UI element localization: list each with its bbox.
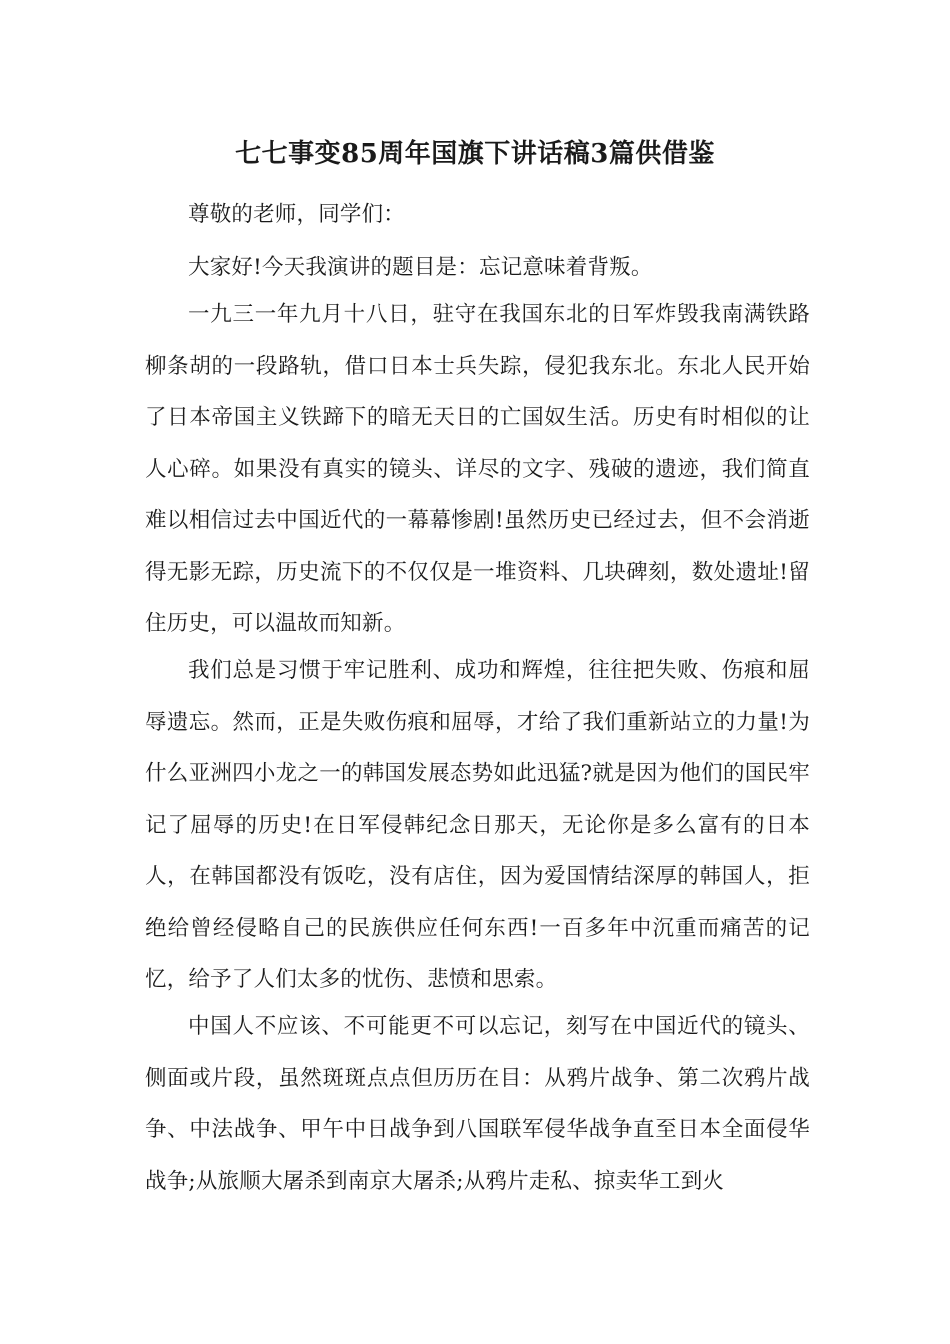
- body-paragraph-2: 我们总是习惯于牢记胜利、成功和辉煌，往往把失败、伤痕和屈辱遗忘。然而，正是失败伤痕和屈辱，才给了我们重新站立的力量!为什么亚洲四小龙之一的韩国发展态势如此迅猛?就是因为他们的国民牢记了屈辱的历史!在日军侵韩纪念日那天，无论你是多么富有的日本人，在韩国都没有饭吃，没有店住，因为爱国情结深厚的韩国人，拒绝给曾经侵略自己的民族供应任何东西!一百多年中沉重而痛苦的记忆，给予了人们太多的忧伤、悲愤和思索。: [145, 658, 810, 992]
- body-paragraph-3: 中国人不应该、不可能更不可以忘记，刻写在中国近代的镜头、侧面或片段，虽然斑斑点点但历历在目：从鸦片战争、第二次鸦片战争、中法战争、甲午中日战争到八国联军侵华战争直至日本全面侵华战争;从旅顺大屠杀到南京大屠杀;从鸦片走私、掠卖华工到火: [145, 1014, 810, 1194]
- body-paragraph-1: 一九三一年九月十八日，驻守在我国东北的日军炸毁我南满铁路柳条胡的一段路轨，借口日本士兵失踪，侵犯我东北。东北人民开始了日本帝国主义铁蹄下的暗无天日的亡国奴生活。历史有时相似的让人心碎。如果没有真实的镜头、详尽的文字、残破的遗迹，我们简直难以相信过去中国近代的一幕幕惨剧!虽然历史已经过去，但不会消逝得无影无踪，历史流下的不仅仅是一堆资料、几块碑刻，数处遗址!留住历史，可以温故而知新。: [145, 302, 810, 636]
- intro-paragraph: 大家好!今天我演讲的题目是：忘记意味着背叛。: [188, 255, 653, 280]
- document-title: 七七事变85周年国旗下讲话稿3篇供借鉴: [235, 139, 715, 169]
- greeting-paragraph: 尊敬的老师，同学们：: [188, 202, 406, 227]
